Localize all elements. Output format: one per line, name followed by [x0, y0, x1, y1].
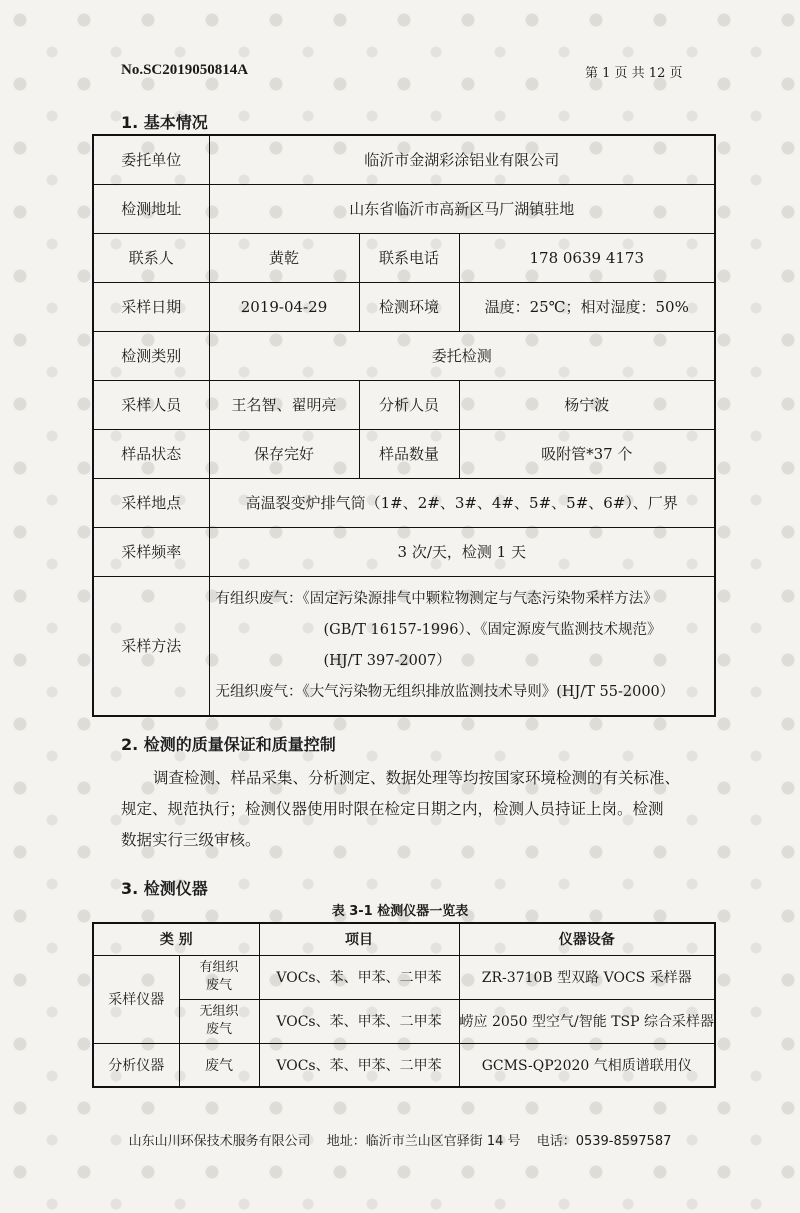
sampler-label: 采样人员 [93, 380, 209, 429]
analysis-device: GCMS-QP2020 气相质谱联用仪 [459, 1043, 715, 1087]
contact-label: 联系人 [93, 233, 209, 282]
method-line-3: (HJ/T 397-2007） [323, 652, 451, 669]
header-device: 仪器设备 [459, 923, 715, 955]
section-3-title: 3. 检测仪器 [121, 879, 208, 898]
footer-address: 地址：临沂市兰山区官驿街 14 号 [326, 1134, 521, 1149]
analyst-value: 杨宁波 [459, 380, 715, 429]
qty-value: 吸附管*37 个 [459, 429, 715, 478]
table-row [93, 135, 715, 184]
client-label: 委托单位 [93, 135, 209, 184]
table-row [93, 999, 715, 1043]
organized-subcategory: 有组织 废气 [179, 955, 259, 999]
analysis-category: 分析仪器 [93, 1043, 179, 1087]
method-value [209, 576, 715, 716]
site-value: 高温裂变炉排气筒（1#、2#、3#、4#、5#、5#、6#）、厂界 [209, 478, 715, 527]
table-header-row [93, 923, 715, 955]
section-2-title: 2. 检测的质量保证和质量控制 [121, 735, 336, 754]
state-label: 样品状态 [93, 429, 209, 478]
qa-line-2: 规定、规范执行；检测仪器使用时限在检定日期之内，检测人员持证上岗。检测 [121, 800, 664, 818]
qa-line-3: 数据实行三级审核。 [121, 831, 261, 849]
unorganized-device: 崂应 2050 型空气/智能 TSP 综合采样器 [459, 999, 715, 1043]
qty-label: 样品数量 [359, 429, 459, 478]
qa-paragraph [121, 763, 721, 856]
table-row [93, 282, 715, 331]
footer-company: 山东山川环保技术服务有限公司 [128, 1134, 311, 1149]
table-row [93, 478, 715, 527]
freq-value: 3 次/天，检测 1 天 [209, 527, 715, 576]
waste-gas-subcategory: 废气 [179, 1043, 259, 1087]
document-number: No.SC2019050814A [121, 62, 249, 78]
organized-item: VOCs、苯、甲苯、二甲苯 [259, 955, 459, 999]
method-line-1: 有组织废气：《固定污染源排气中颗粒物测定与气态污染物采样方法》 [215, 590, 658, 607]
instrument-table [92, 922, 716, 1088]
unorganized-item: VOCs、苯、甲苯、二甲苯 [259, 999, 459, 1043]
table-row [93, 527, 715, 576]
contact-value: 黄乾 [209, 233, 359, 282]
header-item: 项目 [259, 923, 459, 955]
address-value: 山东省临沂市高新区马厂湖镇驻地 [209, 184, 715, 233]
footer-phone: 电话：0539-8597587 [536, 1134, 672, 1149]
freq-label: 采样频率 [93, 527, 209, 576]
table-row [93, 576, 715, 716]
date-label: 采样日期 [93, 282, 209, 331]
table-row [93, 331, 715, 380]
qa-line-1: 调查检测、样品采集、分析测定、数据处理等均按国家环境检测的有关标准、 [153, 769, 681, 787]
type-label: 检测类别 [93, 331, 209, 380]
table-row [93, 233, 715, 282]
header-category: 类 别 [93, 923, 259, 955]
sampler-value: 王名智、翟明亮 [209, 380, 359, 429]
env-label: 检测环境 [359, 282, 459, 331]
analyst-label: 分析人员 [359, 380, 459, 429]
client-value: 临沂市金湖彩涂铝业有限公司 [209, 135, 715, 184]
section-1-title: 1. 基本情况 [121, 113, 208, 132]
method-label: 采样方法 [93, 576, 209, 716]
organized-device: ZR-3710B 型双路 VOCS 采样器 [459, 955, 715, 999]
unorganized-subcategory: 无组织 废气 [179, 999, 259, 1043]
page-number: 第 1 页 共 12 页 [585, 66, 683, 81]
state-value: 保存完好 [209, 429, 359, 478]
phone-label: 联系电话 [359, 233, 459, 282]
sampling-category: 采样仪器 [93, 955, 179, 1043]
table-caption: 表 3-1 检测仪器一览表 [331, 904, 469, 919]
table-row [93, 380, 715, 429]
table-row [93, 1043, 715, 1087]
address-label: 检测地址 [93, 184, 209, 233]
table-row [93, 429, 715, 478]
method-line-4: 无组织废气：《大气污染物无组织排放监测技术导则》(HJ/T 55-2000） [215, 683, 675, 700]
phone-value: 178 0639 4173 [459, 233, 715, 282]
type-value: 委托检测 [209, 331, 715, 380]
table-row [93, 955, 715, 999]
analysis-item: VOCs、苯、甲苯、二甲苯 [259, 1043, 459, 1087]
basic-info-table [92, 134, 716, 717]
site-label: 采样地点 [93, 478, 209, 527]
date-value: 2019-04-29 [209, 282, 359, 331]
footer [0, 1130, 800, 1149]
method-line-2: (GB/T 16157-1996）、《固定源废气监测技术规范》 [323, 621, 662, 638]
env-value: 温度：25℃；相对湿度：50% [459, 282, 715, 331]
table-row [93, 184, 715, 233]
